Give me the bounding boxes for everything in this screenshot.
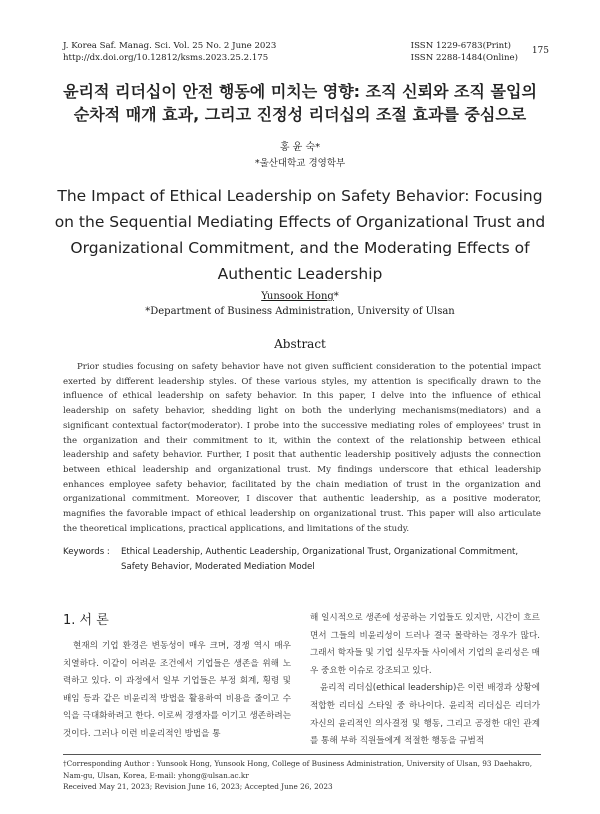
english-title-line: on the Sequential Mediating Effects of Organizational Trust and bbox=[54, 213, 546, 231]
issn-print: ISSN 1229-6783(Print) bbox=[410, 41, 511, 51]
english-title-line: The Impact of Ethical Leadership on Safety Behavior: Focusing bbox=[57, 187, 543, 205]
body-column-left bbox=[63, 610, 291, 744]
footnotes bbox=[63, 754, 541, 793]
received-dates: Received May 21, 2023; Revision June 16, 2023; Accepted June 26, 2023 bbox=[63, 782, 333, 791]
korean-title-line: 순차적 매개 효과, 그리고 진정성 리더십의 조절 효과를 중심으로 bbox=[73, 105, 527, 124]
abstract-heading: Abstract bbox=[274, 337, 326, 351]
page-number: 175 bbox=[531, 46, 549, 56]
author-mark: * bbox=[333, 291, 339, 302]
section-heading: 1. 서 론 bbox=[63, 613, 109, 628]
running-header-left bbox=[63, 40, 276, 64]
corresponding-author-note: †Corresponding Author : Yunsook Hong, Yunsook Hong, College of Business Administration, University of Ulsan, 93 Daehakro, Nam-gu, Ulsan, Korea, E-mail: yhong@ulsan.ac.kr bbox=[63, 759, 533, 780]
body-column-right bbox=[310, 610, 540, 751]
body-paragraph: 윤리적 리더십(ethical leadership)은 이런 배경과 상황에 적합한 리더십 스타일 중 하나이다. 윤리적 리더십은 리더가 자신의 윤리적인 의사결정 및 행동, 그리고 공정한 대인 관계를 통해 부하 직원들에게 적절한 행동을 규범적 bbox=[310, 683, 540, 747]
journal-citation: J. Korea Saf. Manag. Sci. Vol. 25 No. 2 June 2023 bbox=[63, 41, 277, 51]
keywords-label: Keywords : bbox=[63, 547, 110, 557]
doi-link[interactable]: http://dx.doi.org/10.12812/ksms.2023.25.2.175 bbox=[63, 53, 269, 63]
keywords bbox=[63, 545, 541, 574]
korean-title bbox=[40, 80, 560, 126]
author-name: Yunsook Hong bbox=[261, 291, 334, 302]
korean-title-line: 윤리적 리더십이 안전 행동에 미치는 영향: 조직 신뢰와 조직 몰입의 bbox=[63, 82, 537, 101]
keywords-values: Ethical Leadership, Authentic Leadership, Organizational Trust, Organizational Commitment, Safety Behavior, Moderated Mediation Model bbox=[121, 547, 519, 572]
body-paragraph: 해 일시적으로 생존에 성공하는 기업들도 있지만, 시간이 흐르면서 그들의 비윤리성이 드러나 결국 몰락하는 경우가 많다. 그래서 학자들 및 기업 실무자들 사이에서 기업의 윤리성은 매우 중요한 이슈로 강조되고 있다. bbox=[310, 613, 540, 676]
english-title-line: Authentic Leadership bbox=[217, 265, 383, 283]
english-title-line: Organizational Commitment, and the Moderating Effects of bbox=[70, 239, 530, 257]
abstract-body: Prior studies focusing on safety behavior have not given sufficient consideration to the potential impact exerted by different leadership styles. Of these various styles, my attention is specifically drawn to the influence of ethical leadership on safety behavior. In this paper, I delve into the influence of ethical leadership on safety behavior, shedding light on both the underlying mechanisms(mediators) and a significant contextual factor(moderator). I probe into the successive mediating roles of employees' trust in the organization and their commitment to it, within the context of the relationship between ethical leadership and safety behavior. Further, I posit that authentic leadership positively adjusts the connection between ethical leadership and organizational trust. My findings underscore that ethical leadership enhances employee safety behavior, facilitated by the chain mediation of trust in the organization and organizational commitment. Moreover, I discover that authentic leadership, as a positive moderator, magnifies the favorable impact of ethical leadership on organizational trust. This paper will also articulate the theoretical implications, practical applications, and limitations of the study. bbox=[63, 362, 541, 534]
english-affiliation: *Department of Business Administration, University of Ulsan bbox=[145, 306, 455, 317]
korean-affiliation: *울산대학교 경영학부 bbox=[254, 158, 346, 169]
english-author bbox=[0, 291, 600, 302]
korean-author: 홍 윤 숙* bbox=[279, 142, 321, 153]
running-header-right bbox=[411, 40, 518, 64]
english-title bbox=[40, 183, 560, 287]
issn-online: ISSN 2288-1484(Online) bbox=[410, 53, 518, 63]
body-paragraph: 현재의 기업 환경은 변동성이 매우 크며, 경쟁 역시 매우 치열하다. 이같이 어려운 조건에서 기업들은 생존을 위해 노력하고 있다. 이 과정에서 일부 기업들은 부정 회계, 횡령 및 배임 등과 같은 비윤리적 방법을 활용하여 비용을 줄이고 수익을 극대화하려고 한다. 이로써 경쟁자를 이기고 생존하려는 것이다. 그러나 이런 비윤리적인 방법을 통 bbox=[63, 641, 291, 739]
